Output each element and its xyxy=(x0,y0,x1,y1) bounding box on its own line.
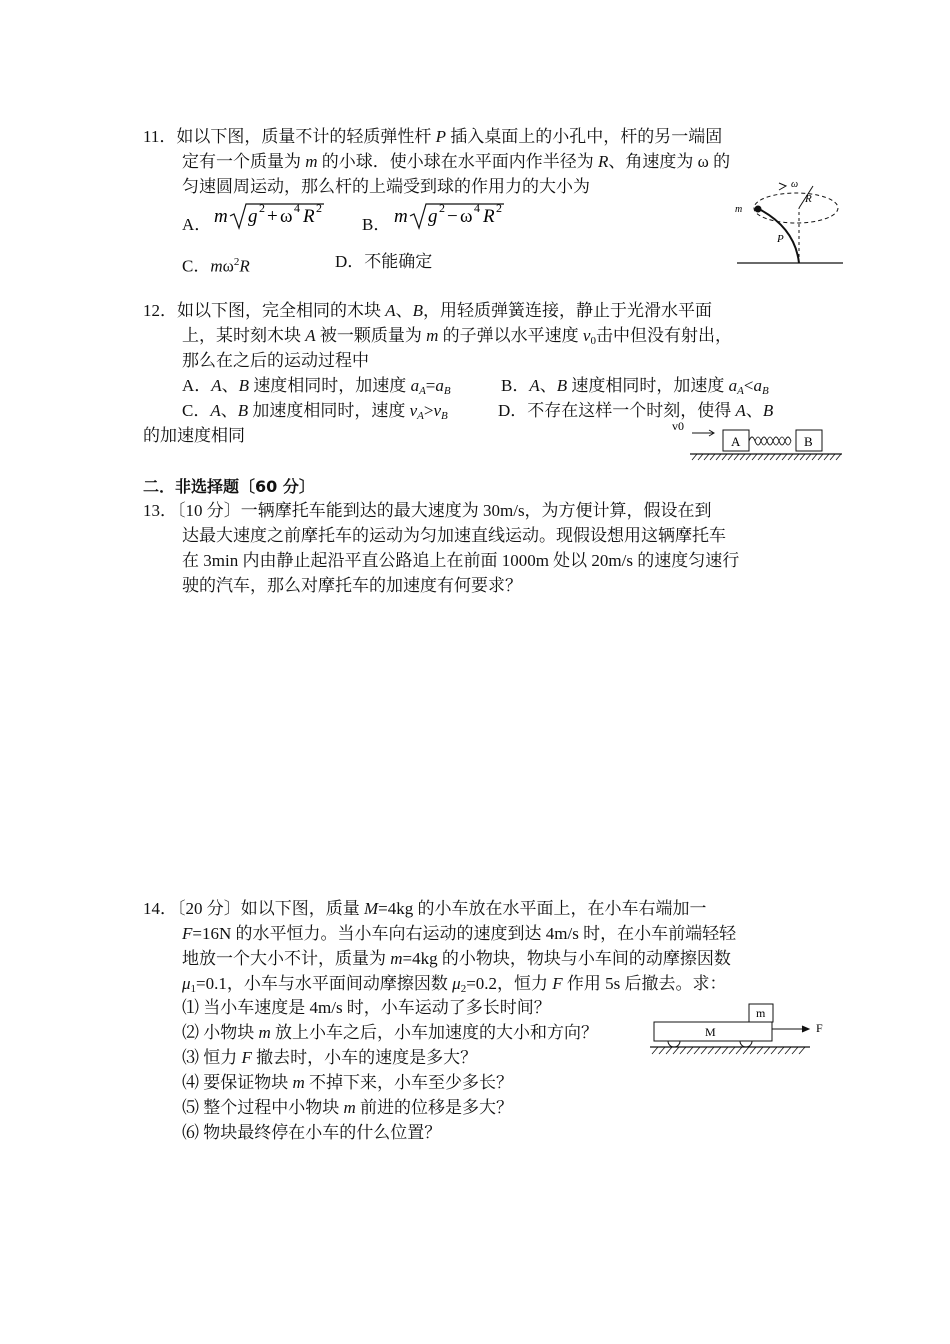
q11-option-c[interactable]: C．$m\omega^2R$ xyxy=(182,256,250,276)
q11-fig-omega: ω xyxy=(791,179,799,190)
q11-option-a-label: A． xyxy=(182,215,212,234)
svg-text:2: 2 xyxy=(496,201,502,215)
q14-sub-6: ⑹ 物块最终停在小车的什么位置？ xyxy=(182,1123,442,1142)
q11-fig-p: P xyxy=(777,233,784,245)
q12-figure xyxy=(670,416,846,462)
svg-text:m: m xyxy=(214,206,228,227)
q14-line-2: F=16N 的水平恒力。当小车向右运动的速度到达 4m/s 时，在小车前端轻轻 xyxy=(182,924,737,943)
svg-text:R: R xyxy=(303,206,315,227)
q12-number: 12． xyxy=(143,301,177,320)
q13-number: 13． xyxy=(143,501,177,520)
q14-sub-5: ⑸ 整个过程中小物块 m 前进的位移是多大？ xyxy=(182,1098,514,1117)
q11-line-1: 11．如以下图，质量不计的轻质弹性杆 P 插入桌面上的小孔中，杆的另一端固 xyxy=(143,127,723,146)
q11-option-b-label: B． xyxy=(362,215,391,234)
q14-fig-big-m: M xyxy=(705,1025,716,1039)
q12-line-1: 12．如以下图，完全相同的木块 A、B，用轻质弹簧连接，静止于光滑水平面 xyxy=(143,301,713,320)
svg-text:2: 2 xyxy=(439,201,445,215)
q11-fig-m: m xyxy=(735,204,743,215)
svg-text:m: m xyxy=(394,206,408,227)
q12-option-b[interactable]: B．A、B 速度相同时，加速度 $a_A<a_B$ xyxy=(501,376,769,397)
q11-option-b-formula xyxy=(392,198,512,234)
svg-text:4: 4 xyxy=(474,201,480,215)
q14-line-3: 地放一个大小不计，质量为 m=4kg 的小物块，物块与小车间的动摩擦因数 xyxy=(182,949,731,968)
svg-text:ω: ω xyxy=(460,206,473,227)
svg-text:4: 4 xyxy=(294,201,300,215)
q14-sub-3: ⑶ 恒力 F 撤去时，小车的速度是多大？ xyxy=(182,1048,478,1067)
q11-figure xyxy=(733,176,847,268)
q11-option-c-label: C． xyxy=(182,256,211,276)
q14-line-1: 14．〔20 分〕如以下图，质量 M=4kg 的小车放在水平面上，在小车右端加一 xyxy=(143,899,707,918)
svg-text:−: − xyxy=(447,206,458,227)
section-2-title: 二．非选择题〔60 分〕 xyxy=(143,477,315,496)
q11-fig-r: R xyxy=(805,193,812,205)
q12-option-d[interactable]: D．不存在这样一个时刻，使得 A、B xyxy=(498,401,774,420)
q12-option-a[interactable]: A．A、B 速度相同时，加速度 $a_A=a_B$ xyxy=(182,376,451,397)
q13-line-3: 在 3min 内由静止起沿平直公路追上在前面 1000m 处以 20m/s 的速度匀速行 xyxy=(182,551,740,570)
q14-fig-f: F xyxy=(816,1021,823,1035)
q11-line-3: 匀速圆周运动，那么杆的上端受到球的作用力的大小为 xyxy=(182,177,590,196)
q13-line-1: 13．〔10 分〕一辆摩托车能到达的最大速度为 30m/s，为方便计算，假设在到 xyxy=(143,501,712,520)
q14-sub-1: ⑴ 当小车速度是 4m/s 时，小车运动了多长时间？ xyxy=(182,998,551,1017)
q12-line-2: 上，某时刻木块 A 被一颗质量为 m 的子弹以水平速度 $v_0$击中但没有射出， xyxy=(182,326,732,347)
q12-fig-b: B xyxy=(804,434,813,449)
q14-line-4: $\mu_1=0.1$，小车与水平面间动摩擦因数 $\mu_2=0.2$，恒力 F 作用 5s 后撤去。求： xyxy=(182,974,727,995)
svg-text:2: 2 xyxy=(259,201,265,215)
svg-text:ω: ω xyxy=(280,206,293,227)
q14-sub-4: ⑷ 要保证物块 m 不掉下来，小车至少多长？ xyxy=(182,1073,514,1092)
q14-fig-m: m xyxy=(756,1006,766,1020)
q14-sub-2: ⑵ 小物块 m 放上小车之后，小车加速度的大小和方向？ xyxy=(182,1023,599,1042)
q12-fig-v0: v0 xyxy=(672,419,684,433)
q14-figure xyxy=(648,1002,830,1062)
svg-text:+: + xyxy=(267,206,278,227)
q12-line-3: 那么在之后的运动过程中 xyxy=(182,351,369,370)
svg-text:R: R xyxy=(483,206,495,227)
svg-text:g: g xyxy=(428,206,438,227)
svg-text:2: 2 xyxy=(316,201,322,215)
q12-fig-a: A xyxy=(731,434,741,449)
q11-option-a[interactable] xyxy=(182,214,211,236)
q13-line-4: 驶的汽车，那么对摩托车的加速度有何要求？ xyxy=(182,576,522,595)
q12-option-c[interactable]: C．A、B 加速度相同时，速度 $v_A>v_B$ xyxy=(182,401,448,422)
q14-number: 14． xyxy=(143,899,177,918)
q11-option-b[interactable] xyxy=(362,214,390,236)
q13-line-2: 达最大速度之前摩托车的运动为匀加速直线运动。现假设想用这辆摩托车 xyxy=(182,526,726,545)
q11-option-a-formula xyxy=(212,198,332,234)
q11-number: 11． xyxy=(143,127,177,146)
q11-option-d[interactable]: D．不能确定 xyxy=(335,252,433,271)
q12-line-last: 的加速度相同 xyxy=(143,426,245,445)
q11-line-2: 定有一个质量为 m 的小球．使小球在水平面内作半径为 R、角速度为 ω 的 xyxy=(182,152,731,171)
svg-text:g: g xyxy=(248,206,258,227)
